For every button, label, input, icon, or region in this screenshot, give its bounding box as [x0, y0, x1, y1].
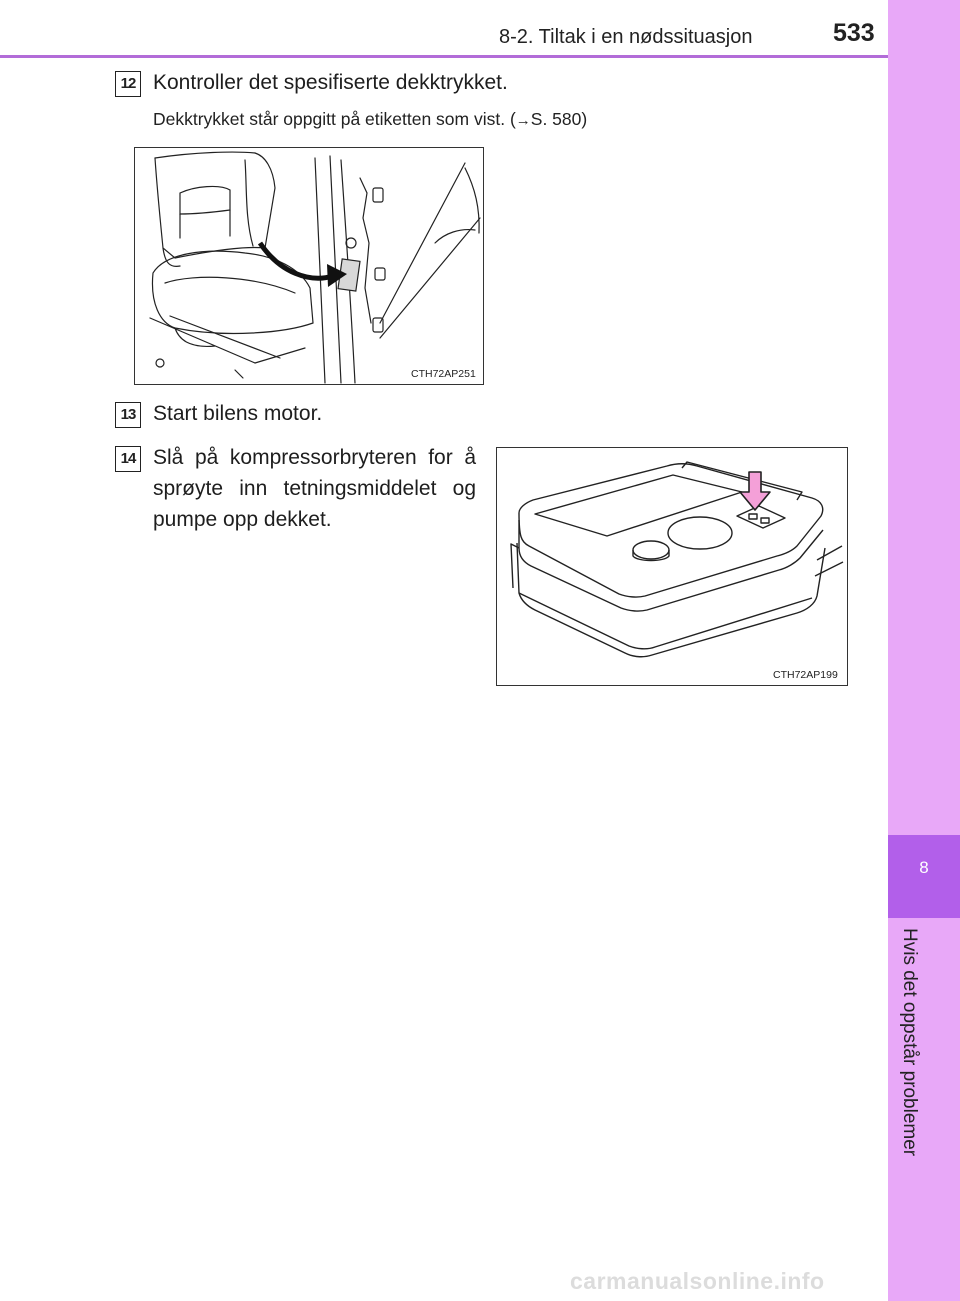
step-number-13: 13: [115, 402, 141, 428]
arrow-icon: →: [515, 112, 531, 129]
step-text-13: Start bilens motor.: [153, 402, 323, 425]
seat-label-illustration: [135, 148, 483, 384]
step-note-12: [153, 109, 587, 130]
section-title: 8-2. Tiltak i en nødssituasjon: [499, 26, 753, 48]
figure-door-pillar-label: [134, 147, 484, 385]
page-number: 533: [833, 19, 875, 47]
watermark: carmanualsonline.info: [570, 1268, 825, 1294]
compressor-illustration: [497, 448, 847, 685]
header-rule: [0, 55, 888, 58]
chapter-title: Hvis det oppstår problemer: [899, 928, 920, 1157]
figure-compressor-switch: [496, 447, 848, 686]
step-text-12: Kontroller det spesifiserte dekktrykket.: [153, 71, 508, 94]
step-text-14: Slå på kompressorbryteren for å sprøyte inn tetningsmiddelet og pumpe opp dekket.: [153, 446, 476, 531]
step-number-12: 12: [115, 71, 141, 97]
chapter-number: 8: [919, 858, 929, 877]
note-text: Dekktrykket står oppgitt på etiketten som vist. (: [153, 109, 516, 129]
page-reference-link[interactable]: S. 580): [530, 109, 588, 129]
step-number-14: 14: [115, 446, 141, 472]
figure-code: CTH72AP199: [773, 669, 838, 681]
figure-code: CTH72AP251: [411, 368, 476, 380]
